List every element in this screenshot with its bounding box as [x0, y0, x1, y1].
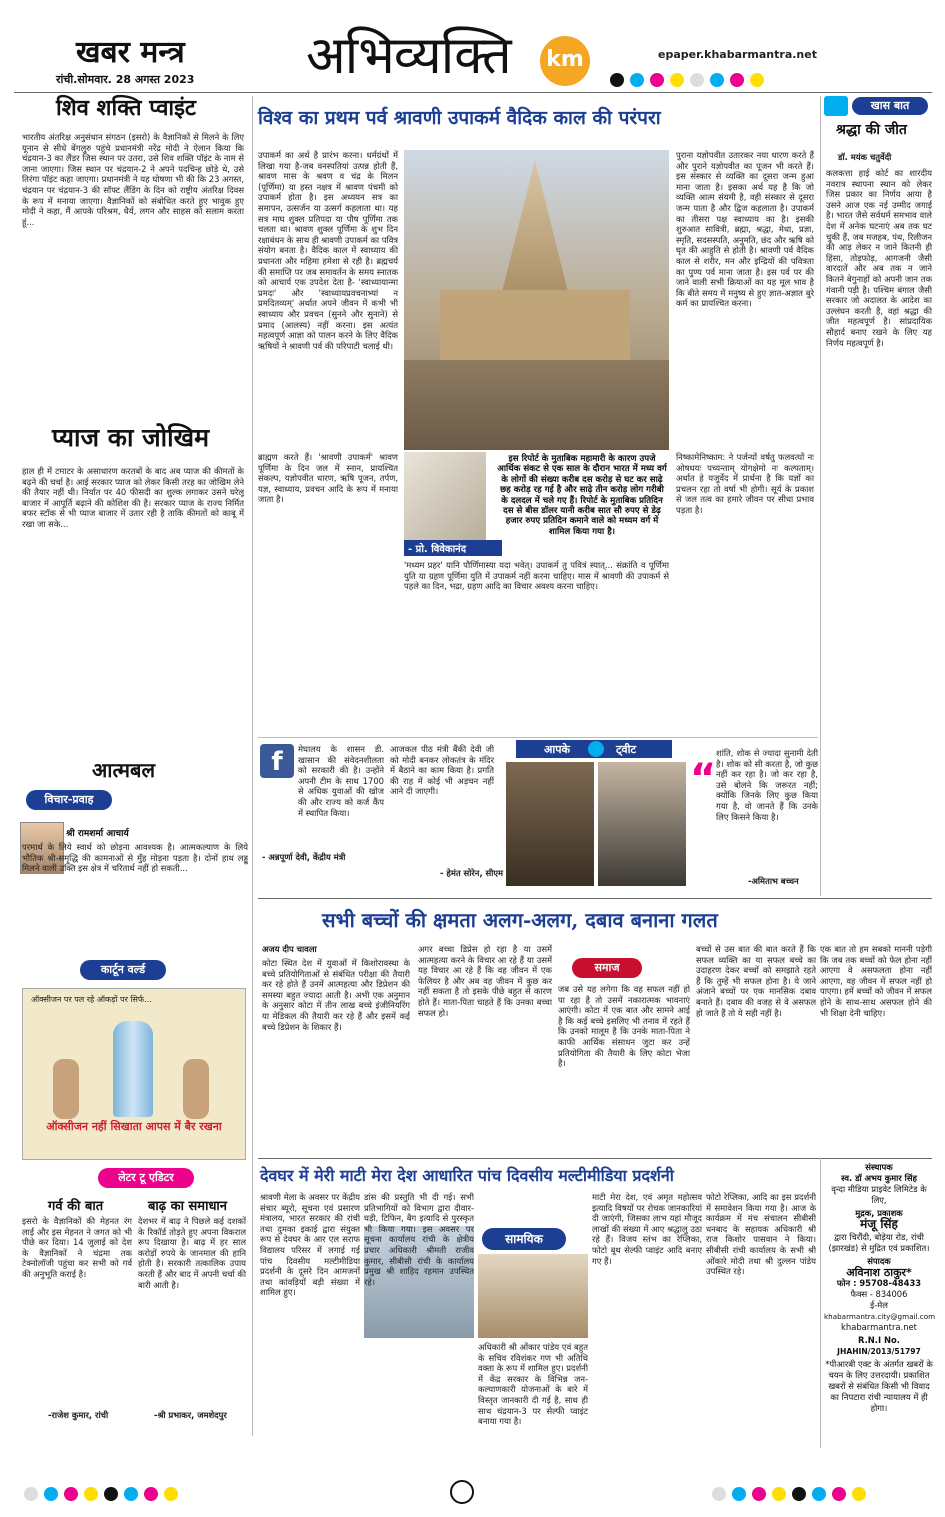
child-col2: अगर बच्चा डिप्रेस हो रहा है या उसमें आत्महत्या करने के विचार आ रहे हैं या उसमें यह विचार आ रहे हैं कि वह जीवन में एक फेलियर है और अब वह जीवन में कुछ कर नहीं सकता है तो इसके पीछे बहुत से कारण होते हैं। माता-पिता चाहते हैं कि उनका बच्चा सफल हो। [418, 944, 552, 1018]
deoghar-title: देवघर में मेरी माटी मेरा देश आधारित पांच दिवसीय मल्टीमीडिया प्रदर्शनी [260, 1166, 674, 1185]
dot [64, 1487, 78, 1501]
right-title: श्रद्धा की जीत [836, 122, 907, 138]
imprint-l9: फोन : 95708-48433 [836, 1278, 922, 1288]
byline: - प्रो. विवेकानंद [404, 540, 502, 556]
cartoon-figure-left [53, 1059, 79, 1119]
temple-photo [404, 150, 669, 450]
imprint-l14: R.N.I No. [858, 1335, 900, 1345]
dot [852, 1487, 866, 1501]
amitabh-photo [598, 762, 686, 886]
crowd [404, 360, 669, 450]
dateline: रांची.सोमवार. 28 अगस्त 2023 [56, 73, 195, 86]
divider [258, 1158, 932, 1159]
tw2-author: -अमिताभ बच्चन [748, 876, 799, 886]
imprint-l11: ई-मेल [870, 1300, 888, 1310]
imprint-l6: द्वारा चिरौंदी, बोड़ेया रोड, रांची (झारखंड) से मुद्रित एवं प्रकाशित। [828, 1232, 930, 1253]
dot [752, 1487, 766, 1501]
dot [792, 1487, 806, 1501]
paper-name: खबर मन्त्र [76, 35, 185, 70]
imprint-l5: मंजू सिंह [860, 1217, 898, 1231]
section-title: अभिव्यक्ति [306, 26, 511, 86]
l2-text: देशभर में बाढ़ ने पिछले कई दशकों के रिकॉर्ड तोड़ते हुए अपना विकराल रूप दिखाया है। बाढ़ में हर साल करोड़ों रुपये के जानमाल की हानि होती है। सरकारी तत्कालिक उपाय करती हैं और बाद में अपनी चर्चा की बारी आती है। [138, 1216, 246, 1290]
dot [84, 1487, 98, 1501]
imprint-l3: वृन्दा मीडिया प्राइवेट लिमिटेड के लिए, [831, 1184, 927, 1205]
l1-sign: -राजेश कुमार, रांची [48, 1410, 109, 1420]
a1-text: भारतीय अंतरिक्ष अनुसंधान संगठन (इसरो) के वैज्ञानिकों से मिलने के लिए यूनान से सीधे बेंगलुरु पहुंचे प्रधानमंत्री नरेंद्र मोदी ने ऐलान किया कि चंद्रयान-3 का लैंडर जिस स्थान पर उतरा, उसे शिव शक्ति पॉइंट के नाम से जाना जाएगा। जिस स्थान पर चंद्रयान-2 ने अपने पदचिन्ह छोड़े थे, उसे तिरंगा पॉइंट कहा जाएगा। प्रधानमंत्री ने यह घोषणा भी की कि 23 अगस्त, चंद्रयान पर चंद्रयान-3 की सॉफ्ट लैंडिंग के दिन को राष्ट्रीय अंतरिक्ष दिवस के रूप में मनाया जाएगा। वैज्ञानिकों को संबोधित करते हुए भावुक हुए मोदी ने कहा, मैं आपके परिश्रम, धैर्य, लगन और साहस को सलाम करता हूं... [22, 132, 244, 227]
divider [252, 96, 253, 1436]
fb-text: मेघालय के शासन डी. खासान की संवेदनशीलता को सरकारी की है। उन्होंने अपनी टीम के साथ 1700 से अधिक युवाओं की खोज की और राज्य को कर्ज कैंप में स्थापित किया। [298, 744, 384, 818]
divider [258, 737, 818, 738]
quote-mark-icon: “ [690, 756, 717, 802]
tw2-text: शांति, शोक से ज्यादा सुनामी देती है। शोक को सी करता है, जो कुछ नहीं कर रहा है। जो कर रहा है, उसे बोलने कि जरूरत नहीं; क्योंकि जिनके लिए कुछ किया गया है, वो जानते हैं कि उनके लिए किसने किया है। [716, 748, 818, 822]
dot [124, 1487, 138, 1501]
imprint-l4: मुद्रक, प्रकाशक [855, 1208, 903, 1218]
dot [670, 73, 684, 87]
child-title: सभी बच्चों की क्षमता अलग-अलग, दबाव बनाना गलत [322, 908, 718, 932]
l1-text: इसरो के वैज्ञानिकों की मेहनत रंग लाई और इस मेहनत ने जगत को भी पीछे कर दिया। 14 जुलाई को देश के वैज्ञानिकों ने चंद्रमा तक टेक्नोलॉजी पहुंचा कर सभी को गर्व की अनुभूति कराई है। [22, 1216, 132, 1279]
deoghar-col1: श्रावणी मेला के अवसर पर केंद्रीय संचार ब्यूरो, सूचना एवं प्रसारण मंत्रालय, भारत सरकार की रांची तथा दुमका इकाई द्वारा संयुक्त रूप से देवघर के आर एल सराफ विद्यालय परिसर में लगाई गई पांच दिवसीय मल्टीमीडिया प्रदर्शनी के दूसरे दिन आमजनों तथा कांवड़ियों बड़ी संख्या में शामिल हुए। [260, 1192, 360, 1298]
a2-title: प्याज का जोखिम [52, 423, 210, 452]
imprint-l1: संस्थापक [865, 1162, 893, 1172]
deoghar-col4: माटी मेरा देश, एवं अमृत महोत्सव इत्यादि विषयों पर रोचक जानकारियां दी जाएंगी, जिसका लाभ यहां मौजूद लाखों की संख्या में आए श्रद्धालु उठा रहे हैं। विजय स्तंभ का रेप्लिका, फोटो बूथ सेल्फी प्वाइंट आदि बनाए गए हैं। [592, 1192, 702, 1266]
dot [24, 1487, 38, 1501]
child-col3: जब उसे यह लगेगा कि वह सफल नहीं हो पा रहा है तो उसमें नकारात्मक भावनाएं आएंगी। कोटा में एक बात और सामने आई है कि कई बच्चे इसलिए भी तनाव में रहते हैं कि उनको मालूम है कि उनके माता-पिता ने काफी आर्थिक संसाधन जुटा कर उन्हें प्रतियोगिता की तैयारी के लिए कोटा भेजा है। [558, 984, 690, 1069]
imprint-l7: संपादक [867, 1256, 891, 1266]
imprint-l10: फैक्स - 834006 [850, 1289, 908, 1299]
l1-title: गर्व की बात [48, 1199, 104, 1214]
child-col4: बच्चों से उस बात की बात करते हैं कि सफल व्यक्ति का या सफल बच्चे का उदाहरण देकर बच्चों को समझाते रहते हैं कि तुम्हें भी सफल होना है। ये जाने अंजाने बच्चों पर एक मानसिक दबाव बनाते हैं। दबाव की वजह से वे असफल हो जाते हैं तो ये सही नहीं है। [696, 944, 816, 1018]
l2-title: बाढ़ का समाधान [148, 1199, 228, 1214]
letter-tag: लेटर टू एडिटर [98, 1168, 194, 1188]
dot [750, 73, 764, 87]
main-col1: उपाकर्म का अर्थ है प्रारंभ करना। धर्मग्रंथों में लिखा गया है-जब वनस्पतियां उत्पन्न होती हैं, श्रावण मास के श्रवण व चंद्र के मिलन (पूर्णिमा) या हस्त नक्षत्र में श्रावण पंचमी को उपाकर्म होता है। इस अध्ययन सत्र का समापन, उत्सर्जन या उत्सर्ग कहलाता था। यह सत्र माघ शुक्ल प्रतिपदा या पौष पूर्णिमा तक चलता था। श्रावण शुक्ल पूर्णिमा के शुभ दिन रक्षाबंधन के साथ ही श्रावणी उपाकर्म का पवित्र संयोग बनता है। वैदिक काल में स्वाध्याय की प्रधानता और महिमा हमेशा से रही है। ब्रह्मचर्य की समाप्ति पर जब समावर्तन के समय स्नातक को आचार्य एक उपदेश देता है- 'स्वाध्यायान्मा प्रमदः' और 'स्वाध्यायप्रवचनाभ्यां न प्रमदितव्यम्' अर्थात अपने जीवन में कभी भी स्वाध्याय और प्रवचन (सुनने और सुनाने) से प्रमाद (आलस्य) नहीं करना। इस अत्यंत महत्वपूर्ण आज्ञा को पालन करने के लिए वैदिक ऋषियों ने श्रावणी पर्व की परिपाटी चलाई थी। [258, 150, 398, 351]
color-dots-bottom-left [24, 1486, 184, 1505]
exhibition-photo-2 [478, 1254, 588, 1338]
website[interactable]: epaper.khabarmantra.net [658, 48, 817, 61]
dot [832, 1487, 846, 1501]
deoghar-col2: डांस की प्रस्तुति भी दी गई। सभी प्रतिभागियों को विभाग द्वारा दीवार-घड़ी, टिफिन, बैग इत्यादि से पुरस्कृत भी किया गया। इस अवसर पर सूचना कार्यालय रांची के क्षेत्रीय प्रचार अधिकारी श्रीमती राजीव कुमार, सीबीसी रांची के कार्यालय प्रमुख श्री शाहिद रहमान उपस्थित रहे। [364, 1192, 474, 1287]
dot [630, 73, 644, 87]
main-col1b: ब्राह्मण करते हैं। 'श्रावणी उपाकर्म' श्रावण पूर्णिमा के दिन जल में स्नान, प्रायश्चित संकल्प, यज्ञोपवीत धारण, ऋषि पूजन, तर्पण, यज्ञ, स्वाध्याय, प्रवचन आदि के रूप में मनाया जाता है। [258, 452, 398, 505]
samaj-tag: समाज [572, 958, 642, 978]
registration-mark-icon [450, 1480, 474, 1504]
child-col1: कोटा स्थित देश में युवाओं में किशोरावस्था के बच्चे प्रतियोगिताओं से संबंधित परीक्षा की तैयारी कर रहे होते हैं उनमें आत्महत्या और डिप्रेशन की समस्या बहुत ज्यादा आती है। अभी एक अनुमान के अनुसार कोटा में तीन लाख बच्चे इंजीनियरिंग या मेडिकल की तैयारी कर रहे हैं और इसमें कई बच्चे डिप्रेशन के शिकार हैं। [262, 958, 410, 1032]
dot [104, 1487, 118, 1501]
a3-author: श्री रामशर्मा आचार्य [66, 829, 129, 839]
cartoon-cylinder [113, 1021, 153, 1117]
imprint-l8: अविनाश ठाकुर* [846, 1266, 912, 1279]
deoghar-col5: फोटो रेप्लिका, आदि का इस प्रदर्शनी में समावेशन किया गया है। आज के कार्यक्रम में मंच संचालन सीबीसी धनबाद के सहायक अधिकारी श्री राज किशोर पासवान ने किया। सीबीसी रांची कार्यालय के सभी श्री ओंकारे मोदी तथा श्री दुल्लन पांडेय उपस्थित रहे। [706, 1192, 816, 1277]
dot [650, 73, 664, 87]
main-col3: पुराना यज्ञोपवीत उतारकर नया धारण करते हैं और पुराने यज्ञोपवीत का पूजन भी करते हैं। इस संस्कार से व्यक्ति का दूसरा जन्म हुआ माना जाता है। इसका अर्थ यह है कि जो व्यक्ति आत्म संयमी है, वही संस्कार से दूसरा जन्म पाता है और द्विज कहलाता है। उपाकर्म का तीसरा पक्ष स्वाध्याय का है। इसकी शुरुआत सावित्री, ब्रह्मा, श्रद्धा, मेधा, प्रज्ञा, स्मृति, सदसस्पति, अनुमति, छंद और ऋषि को घृत की आहुति से होती है। श्रावणी पर्व वैदिक काल से शरीर, मन और इन्द्रियों की पवित्रता का पुण्य पर्व माना जाता है। इस पर्व पर की जाने वाली सभी क्रियाओं का यह मूल भाव है कि बीते समय में मनुष्य से हुए ज्ञात-अज्ञात बुरे कर्म का प्रायश्चित करना। [676, 150, 814, 309]
color-dots-top [610, 72, 770, 91]
dot [712, 1487, 726, 1501]
tweet-header [516, 740, 672, 758]
a3-title: आत्मबल [92, 758, 155, 782]
temple-spire [500, 160, 570, 300]
deoghar-col3: अधिकारी श्री ओंकार पांडेय एवं बहुत के सचिव रविशंकर गण भी अतिथि वक्ता के रूप में शामिल हुए। प्रदर्शनी में केंद्र सरकार के विभिन्न जन-कल्याणकारी योजनाओं के बारे में विस्तृत जानकारी दी गई है, साथ ही साथ चंद्रयान-3 पर सेल्फी प्वाइंट बनाया गया है। [478, 1342, 588, 1427]
a2-text: हाल ही में टमाटर के असाधारण करतबों के बाद अब प्याज की कीमतों के बढ़ने की चर्चा है। आई सरकार प्याज को लेकर किसी तरह का जोखिम लेने की तैयार नहीं थी। निर्यात पर 40 फीसदी का शुल्क लगाकर उसने घरेलू बाजार में आपूर्ति बढ़ाने की कोशिश की है। सरकार प्याज के राज्य निर्मित बफर स्टॉक से भी प्याज बाजार में उतार रही है ताकि कीमतों को काबू में रखा जा सके... [22, 466, 244, 529]
twitter-icon [588, 741, 604, 757]
fb-icon[interactable]: f [260, 744, 294, 778]
dot [730, 73, 744, 87]
child-col5: एक बात तो हम सबको माननी पड़ेगी कि जब तक बच्चों को फेल होना नहीं आएगा वे असफलता होना नहीं आएगा, वह जीवन में सफल नहीं हो पाएगा। हमें बच्चों को जीवन में सफल होने के साथ-साथ असफल होने की भी शिक्षा देनी चाहिए। [820, 944, 932, 1018]
tw1-text: आजकल पीठ मंत्री बैंकी देवी जी को मोदी बनकर लोकतंत्र के मंदिर में बैठाने का काम किया है। प्रगति की राह में कोई भी अड़चन नहीं आने दी जाएगी। [390, 744, 494, 797]
right-author: डॉ. मयंक चतुर्वेदी [838, 152, 892, 162]
fb-author: - अन्नपूर्णा देवी, केंद्रीय मंत्री [262, 852, 346, 862]
khas-tag: खास बात [852, 97, 928, 115]
temple-base [440, 290, 630, 360]
km-logo: km [540, 36, 590, 86]
tweet-label-left: आपके [544, 743, 570, 756]
cartoon-top-text: ऑक्सीजन पर पल रहे ऑकड़ों पर सिर्फ... [31, 995, 152, 1004]
quote-text: इस रिपोर्ट के मुताबिक महामारी के कारण उपजे आर्थिक संकट से एक साल के दौरान भारत में मध्य वर्ग के लोगों की संख्या करीब दस करोड़ से घट कर साढ़े छह करोड़ रह गई है और साढ़े तीन करोड़ लोग गरीबी के दलदल में चले गए हैं। रिपोर्ट के मुताबिक प्रतिदिन दस से बीस डॉलर यानी करीब सात सौ रुपए से डेढ़ हजार रुपए प्रतिदिन कमाने वाले को मध्यम वर्ग में शामिल किया गया है। [497, 454, 667, 537]
hemant-photo [506, 762, 594, 886]
dot [690, 73, 704, 87]
cartoon-caption: ऑक्सीजन नहीं सिखाता आपस में बैर रखना [46, 1120, 222, 1133]
main-title: विश्व का प्रथम पर्व श्रावणी उपाकर्म वैदिक काल की परंपरा [258, 107, 661, 129]
dot [44, 1487, 58, 1501]
a1-title: शिव शक्ति प्वाइंट [56, 95, 197, 121]
a3-text: परमार्थ के लिये स्वार्थ को छोड़ना आवश्यक है। आत्मकल्याण के लिये भौतिक श्री-समृद्धि की कामनाओं से मुँह मोड़ना पड़ता है। दोनों हाथ लड्डू मिलने वाली उक्ति इस क्षेत्र में चरितार्थ नहीं हो सकती... [22, 842, 248, 874]
imprint-l15: JHAHIN/2013/51797 [837, 1347, 921, 1356]
main-col3b: निष्कामेनिष्काम: ने पर्जन्यों वर्षतु फलवत्यों नः ओषधयः पच्यन्ताम् योगक्षेमो नः कल्पताम्। अर्थात हे यजुर्वेद में प्रार्थना है कि यज्ञों का प्रचलन रहा तो वर्षा भी होगी। सूर्य के प्रकाश से जल तत्व का हमारे जीवन पर सीधा प्रभाव पड़ता है। [676, 452, 814, 515]
dot [610, 73, 624, 87]
l2-sign: -श्री प्रभाकर, जमशेदपुर [154, 1410, 227, 1420]
khas-icon [824, 96, 848, 116]
child-byline: अजय दीप चावला [262, 944, 317, 954]
dot [144, 1487, 158, 1501]
masthead [0, 0, 945, 88]
imprint-l2: स्व. डॉ अभय कुमार सिंह [841, 1173, 917, 1183]
divider [820, 1158, 821, 1448]
dot [812, 1487, 826, 1501]
dot [164, 1487, 178, 1501]
imprint-l13[interactable]: khabarmantra.net [841, 1322, 917, 1332]
imprint [824, 1162, 934, 1414]
dot [772, 1487, 786, 1501]
tweet-label-right: ट्वीट [616, 743, 637, 756]
cartoon-figure-right [183, 1059, 209, 1119]
tw1-author: - हेमंत सोरेन, सीएम [440, 868, 504, 878]
cartoon-panel [22, 988, 246, 1160]
divider [820, 96, 821, 896]
samayik-tag: सामयिक [482, 1228, 566, 1250]
dot [732, 1487, 746, 1501]
color-dots-bottom-right [712, 1486, 872, 1505]
dot [710, 73, 724, 87]
divider [258, 898, 932, 899]
imprint-l16: *पीआरबी एक्ट के अंतर्गत खबरों के चयन के लिए उत्तरदायी। प्रकाशित खबरों से संबंधित किसी भी विवाद का निपटारा रांची न्यायालय में ही होगा। [825, 1359, 933, 1413]
main-col2b: 'मध्यम प्रहर' यानि पौर्णिमास्या यदा भवेत्। उपाकर्म तु पवित्रं स्यात्... संक्रांति व पूर्णिमा युति या ग्रहण पूर्णिमा युति में उपाकर्म नहीं करना चाहिए। मास में श्रावणी की उपाकर्म से पहले का दिन, भद्रा, ग्रहण आदि का विचार अवश्य करना चाहिए। [404, 560, 669, 592]
vichar-tag: विचार-प्रवाह [26, 790, 112, 810]
right-text: कलकत्ता हाई कोर्ट का शारदीय नवरात्र स्थापना स्थान को लेकर जिस प्रकार का निर्णय आया है उसने आज एक नई उम्मीद जगाई है। भारत जैसे सर्वधर्म समभाव वाले देश में अनेक घटनाएं अब तक घट चुकी हैं, जब मजहब, पंथ, रिलीजन की आड़ लेकर न जाने कितनी ही हिंसा, तोड़फोड़, आगजनी जैसी वारदातें और अब तक न जाने कितने बेगुनाहों को अपनी जान तक गंवानी पड़ी है। पश्चिम बंगाल जैसी सरकार जो अदालत के आदेश का उल्लंघन करती है, वहां श्रद्धा की जीत महत्वपूर्ण है। सांप्रदायिक सौहार्द बनाए रखने के लिए यह निर्णय महत्वपूर्ण है। [826, 168, 932, 348]
cartoon-tag: कार्टून वर्ल्ड [80, 960, 166, 980]
quote-box [404, 452, 669, 552]
imprint-l12[interactable]: khabarmantra.city@gmail.com [824, 1312, 936, 1321]
